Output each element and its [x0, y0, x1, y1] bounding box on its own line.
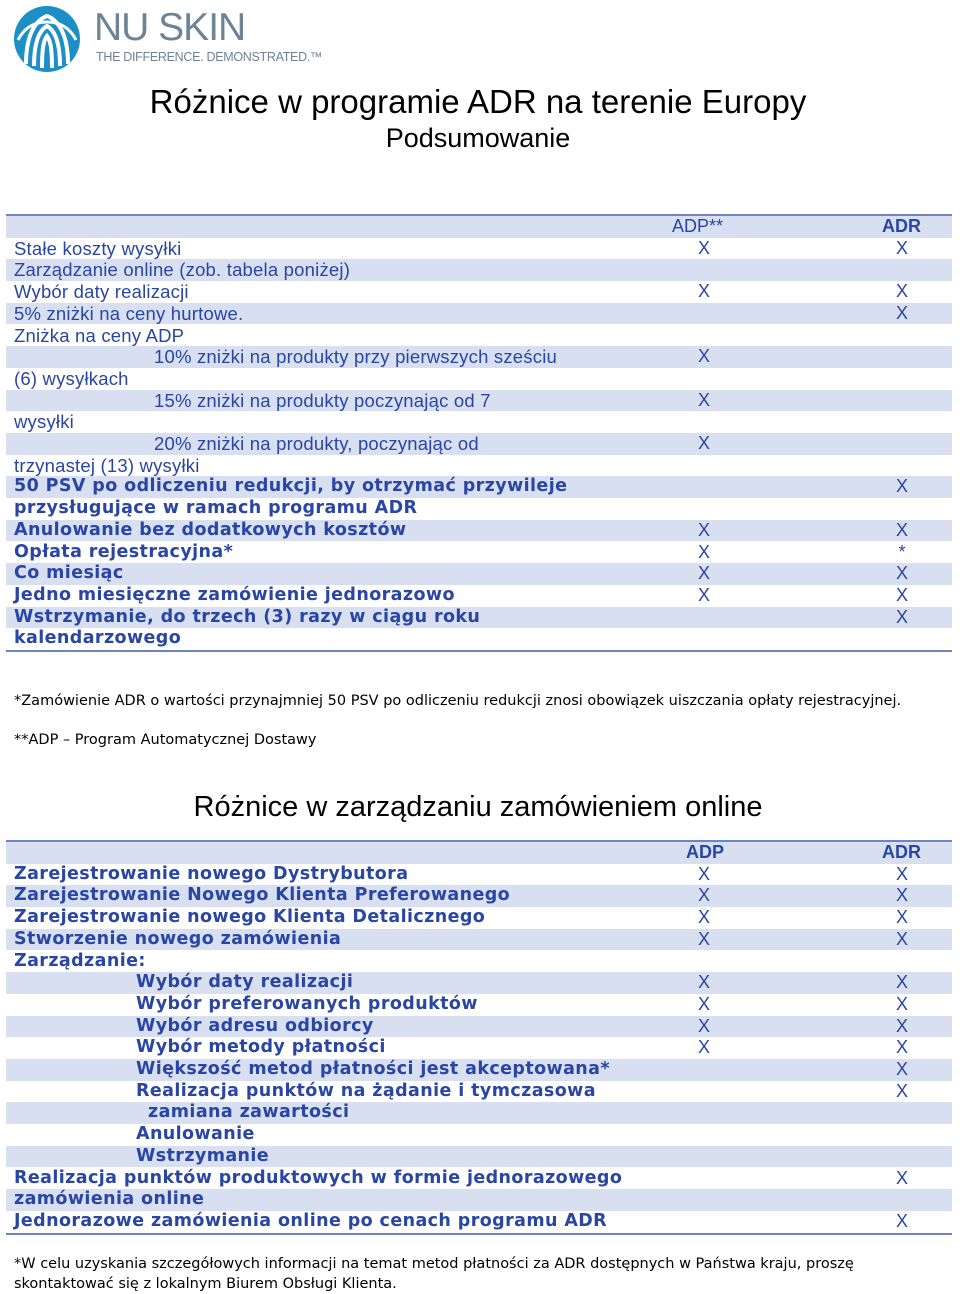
adr-mark: X — [895, 1167, 908, 1188]
adr-mark: X — [895, 476, 908, 497]
adr-mark: X — [895, 863, 908, 884]
table-row — [6, 885, 952, 907]
adp-mark: X — [697, 541, 710, 562]
table-header-row — [6, 214, 952, 238]
adr-mark: X — [895, 993, 908, 1014]
adr-mark: X — [895, 928, 908, 949]
table-row — [6, 972, 952, 994]
table-row — [6, 1102, 952, 1124]
row-label: Anulowanie — [136, 1124, 255, 1145]
footnote-adp-definition: **ADP – Program Automatycznej Dostawy — [14, 732, 317, 748]
table-row — [6, 628, 952, 650]
table-row — [6, 1189, 952, 1211]
row-label: Zniżka na ceny ADP — [14, 324, 185, 346]
adr-mark: X — [895, 519, 908, 540]
adp-mark: X — [697, 584, 710, 605]
row-label: Wybór daty realizacji — [136, 972, 354, 993]
table-row — [6, 1059, 952, 1081]
adp-mark: X — [697, 1037, 710, 1058]
page-subtitle: Podsumowanie — [385, 123, 571, 153]
adp-mark: X — [697, 972, 710, 993]
adp-mark: X — [697, 928, 710, 949]
adr-mark: X — [895, 302, 908, 323]
adr-mark: X — [895, 1037, 908, 1058]
table-row — [6, 281, 952, 303]
row-label: Stałe koszty wysyłki — [14, 237, 182, 259]
row-label: przysługujące w ramach programu ADR — [14, 498, 418, 519]
table-row — [6, 238, 952, 260]
row-label: Wybór daty realizacji — [14, 281, 189, 303]
table-row — [6, 455, 952, 477]
row-label: trzynastej (13) wysyłki — [14, 454, 200, 476]
nu-skin-logo-mark-icon — [12, 4, 82, 74]
table-row — [6, 994, 952, 1016]
adp-mark: X — [697, 885, 710, 906]
brand-tagline: THE DIFFERENCE. DEMONSTRATED.™ — [96, 50, 323, 64]
row-label: 20% zniżki na produkty, poczynając od — [154, 433, 479, 454]
row-label: Realizacja punktów produktowych w formie jednorazowego — [14, 1167, 623, 1188]
table-row — [6, 476, 952, 498]
adp-mark: X — [697, 237, 710, 258]
row-label: Zarządzanie online (zob. tabela poniżej) — [14, 259, 351, 281]
adr-mark: X — [895, 563, 908, 584]
adr-mark: X — [895, 1015, 908, 1036]
table-row — [6, 390, 952, 412]
table-row — [6, 498, 952, 520]
row-label: zamiana zawartości — [148, 1102, 350, 1123]
nu-skin-logo — [12, 4, 323, 74]
adr-mark: X — [895, 237, 908, 258]
table-bottom-rule — [6, 1233, 952, 1235]
row-label: Co miesiąc — [14, 563, 124, 584]
table-row — [6, 585, 952, 607]
footnote-registration-fee: *Zamówienie ADR o wartości przynajmniej 50 PSV po odliczeniu redukcji znosi obowiązek uiszczania opłaty rejestracyjnej. — [14, 693, 902, 709]
table-row — [6, 325, 952, 347]
row-label: Jednorazowe zamówienia online po cenach programu ADR — [14, 1210, 608, 1231]
row-label: Wybór preferowanych produktów — [136, 993, 478, 1014]
table-row — [6, 907, 952, 929]
table-row — [6, 864, 952, 886]
row-label: Wstrzymanie — [136, 1145, 270, 1166]
row-label: 5% zniżki na ceny hurtowe. — [14, 302, 244, 324]
table-bottom-rule — [6, 650, 952, 652]
adp-mark: X — [697, 993, 710, 1014]
row-label: Większość metod płatności jest akceptowana* — [136, 1059, 610, 1079]
adp-mark: X — [697, 389, 710, 410]
table-row — [6, 1037, 952, 1059]
adp-mark: X — [697, 563, 710, 584]
adr-mark: X — [895, 281, 908, 302]
column-header-adr: ADR — [882, 842, 921, 862]
adp-mark: X — [697, 519, 710, 540]
section-title-online-management: Różnice w zarządzaniu zamówieniem online — [193, 791, 763, 823]
adp-mark: X — [697, 433, 710, 453]
row-label: Zarządzanie: — [14, 950, 146, 971]
adp-mark: X — [697, 863, 710, 884]
table-row — [6, 1146, 952, 1168]
row-label: Wybór adresu odbiorcy — [136, 1015, 374, 1036]
row-label: Wstrzymanie, do trzech (3) razy w ciągu roku — [14, 606, 481, 627]
table-row — [6, 1124, 952, 1146]
row-label: 50 PSV po odliczeniu redukcji, by otrzymać przywileje — [14, 476, 568, 497]
table-row — [6, 346, 952, 368]
table-row — [6, 411, 952, 433]
adr-mark: X — [895, 1210, 908, 1231]
table-row — [6, 1081, 952, 1103]
adp-mark: X — [697, 346, 710, 367]
table-row — [6, 303, 952, 325]
table-row — [6, 542, 952, 564]
adr-mark: X — [895, 1080, 908, 1101]
adr-mark: X — [895, 606, 908, 627]
row-label: zamówienia online — [14, 1189, 205, 1210]
table-header-row — [6, 840, 952, 864]
table-row — [6, 368, 952, 390]
adp-mark: X — [697, 907, 710, 928]
page-title: Różnice w programie ADR na terenie Europy — [149, 83, 807, 120]
row-label: Anulowanie bez dodatkowych kosztów — [14, 519, 407, 540]
table-row — [6, 1016, 952, 1038]
table-row — [6, 1168, 952, 1190]
table-row — [6, 563, 952, 585]
row-label: Realizacja punktów na żądanie i tymczasowa — [136, 1080, 596, 1101]
adp-mark: X — [697, 1015, 710, 1036]
row-label: 10% zniżki na produkty przy pierwszych sześciu — [154, 346, 557, 368]
row-label: Opłata rejestracyjna* — [14, 541, 234, 562]
row-label: Wybór metody płatności — [136, 1037, 386, 1058]
row-label: Zarejestrowanie nowego Dystrybutora — [14, 863, 409, 884]
row-label: kalendarzowego — [14, 628, 182, 649]
adr-mark: X — [895, 972, 908, 993]
table-row — [6, 433, 952, 455]
adr-mark: X — [895, 1059, 908, 1079]
adr-mark: X — [895, 885, 908, 906]
table-row — [6, 951, 952, 973]
table-row — [6, 259, 952, 281]
row-label: Zarejestrowanie nowego Klienta Detalicznego — [14, 907, 486, 928]
adr-mark: X — [895, 584, 908, 605]
adp-mark: X — [697, 281, 710, 302]
row-label: wysyłki — [14, 411, 74, 433]
table-row — [6, 520, 952, 542]
brand-name: NU SKIN — [94, 6, 246, 49]
row-label: Zarejestrowanie Nowego Klienta Preferowanego — [14, 885, 511, 906]
footnote-payment-methods: *W celu uzyskania szczegółowych informacji na temat metod płatności za ADR dostępnych w Państwa kraju, proszę skontaktować się z lokalnym Biurem Obsługi Klienta. — [14, 1256, 854, 1292]
row-label: (6) wysyłkach — [14, 367, 129, 389]
adr-mark: X — [895, 907, 908, 928]
column-header-adp: ADP** — [672, 216, 724, 236]
column-header-adp: ADP — [686, 842, 725, 862]
column-header-adr: ADR — [882, 216, 921, 236]
table-row — [6, 929, 952, 951]
row-label: 15% zniżki na produkty poczynając od 7 — [154, 389, 491, 411]
table-row — [6, 607, 952, 629]
table-row — [6, 1211, 952, 1233]
row-label: Jedno miesięczne zamówienie jednorazowo — [14, 584, 455, 605]
adr-mark: * — [898, 541, 906, 562]
row-label: Stworzenie nowego zamówienia — [14, 928, 342, 949]
